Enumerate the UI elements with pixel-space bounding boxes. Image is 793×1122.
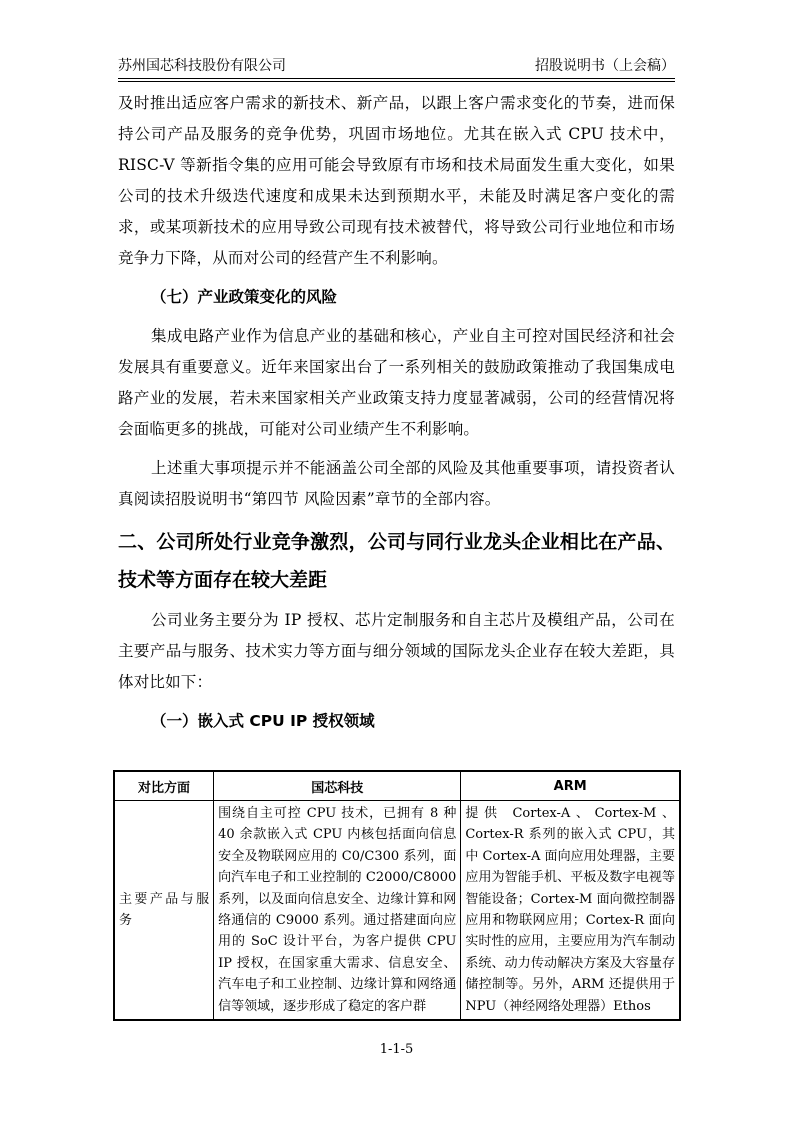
heading-competition-gap: 二、公司所处行业竞争激烈，公司与同行业龙头企业相比在产品、技术等方面存在较大差距	[118, 531, 675, 591]
heading-policy-risk: （七）产业政策变化的风险	[151, 288, 338, 306]
heading-cpu-ip-licensing: （一）嵌入式 CPU IP 授权领域	[151, 712, 375, 730]
header-company: 苏州国芯科技股份有限公司	[118, 58, 286, 74]
table-row	[114, 801, 680, 1021]
table-cell-dimension: 主要产品与服务	[114, 801, 214, 1021]
paragraph-tech-risk-continued: 及时推出适应客户需求的新技术、新产品，以跟上客户需求变化的节奏，进而保持公司产品及服务的竞争优势，巩固市场地位。尤其在嵌入式 CPU 技术中，RISC-V 等新指令集的应用可能会导致原有市场和技术局面发生重大变化，如果公司的技术升级迭代速度和成果未达到预期水平，未能及时满足客户变化的需求，或某项新技术的应用导致公司现有技术被替代，将导致公司行业地位和市场竞争力下降，从而对公司的经营产生不利影响。	[118, 94, 675, 267]
page-header	[118, 55, 675, 77]
header-rule	[118, 78, 675, 79]
paragraph-business-intro: 公司业务主要分为 IP 授权、芯片定制服务和自主芯片及模组产品，公司在主要产品与服务、技术实力等方面与细分领域的国际龙头企业存在较大差距，具体对比如下：	[118, 611, 675, 691]
page-body	[118, 88, 675, 745]
comparison-table	[113, 770, 681, 1021]
header-doc-title: 招股说明书（上会稿）	[535, 58, 675, 74]
table-header-dimension: 对比方面	[114, 771, 214, 801]
page-number: 1-1-5	[379, 1042, 414, 1057]
paragraph-risk-notice: 上述重大事项提示并不能涵盖公司全部的风险及其他重要事项，请投资者认真阅读招股说明书“第四节 风险因素”章节的全部内容。	[118, 459, 675, 508]
table-header-arm: ARM	[461, 771, 680, 801]
table-cell-guoxin: 围绕自主可控 CPU 技术，已拥有 8 种 40 余款嵌入式 CPU 内核包括面向信息安全及物联网应用的 C0/C300 系列，面向汽车电子和工业控制的 C2000/C8000 系列，以及面向信息安全、边缘计算和网络通信的 C9000 系列。通过搭建面向应用的 SoC 设计平台，为客户提供 CPU IP 授权，在国家重大需求、信息安全、汽车电子和工业控制、边缘计算和网络通信等领域，逐步形成了稳定的客户群	[214, 801, 461, 1021]
header-rule-thin	[118, 81, 675, 82]
table-header-guoxin: 国芯科技	[214, 771, 461, 801]
table-cell-arm: 提供 Cortex-A、Cortex-M、Cortex-R 系列的嵌入式 CPU，其中 Cortex-A 面向应用处理器，主要应用为智能手机、平板及数字电视等智能设备；Cortex-M 面向微控制器应用和物联网应用；Cortex-R 面向实时性的应用，主要应用为汽车制动系统、动力传动解决方案及大容量存储控制等。另外，ARM 还提供用于 NPU（神经网络处理器）Ethos	[461, 801, 680, 1021]
table-header-row	[114, 771, 680, 801]
paragraph-policy-risk: 集成电路产业作为信息产业的基础和核心，产业自主可控对国民经济和社会发展具有重要意义。近年来国家出台了一系列相关的鼓励政策推动了我国集成电路产业的发展，若未来国家相关产业政策支持力度显著减弱，公司的经营情况将会面临更多的挑战，可能对公司业绩产生不利影响。	[118, 327, 675, 438]
